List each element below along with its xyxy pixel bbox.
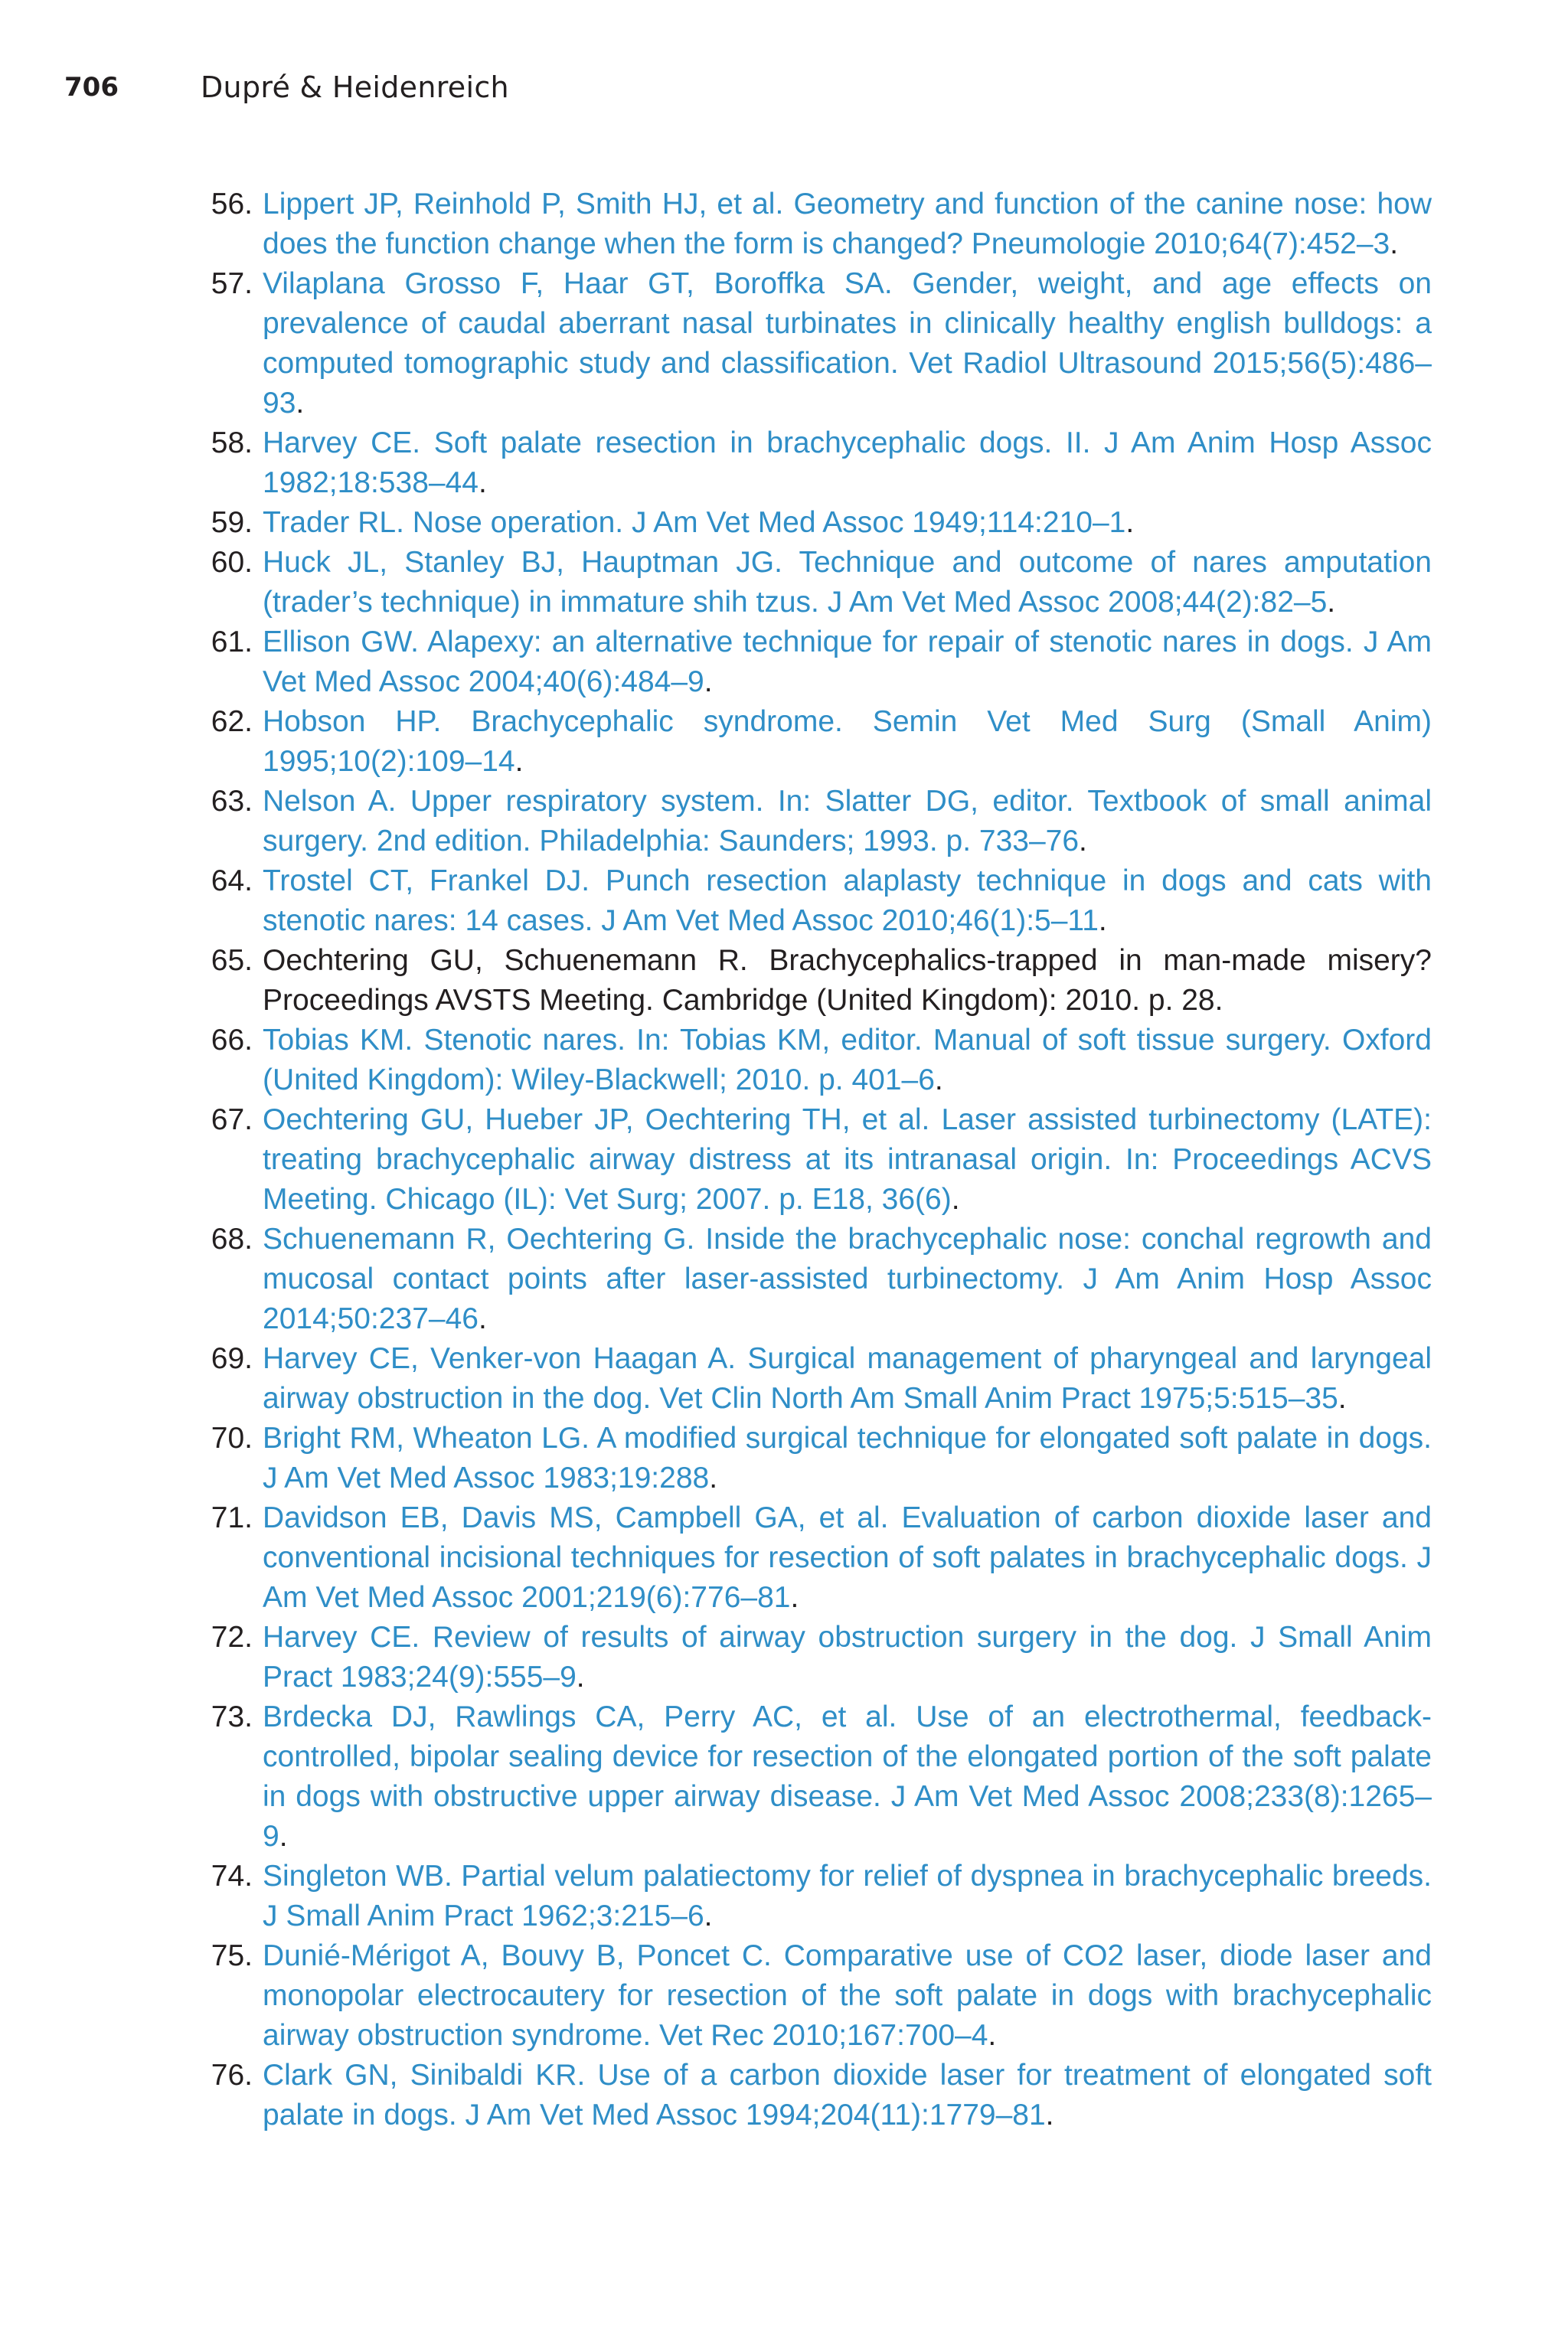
reference-number: 69. [211, 1342, 253, 1375]
reference-period: . [1045, 2099, 1054, 2132]
reference-item [191, 1936, 1432, 2056]
reference-number: 72. [211, 1621, 253, 1654]
reference-item [191, 185, 1432, 264]
reference-item [191, 423, 1432, 503]
reference-number: 75. [211, 1939, 253, 1972]
reference-period: . [1098, 904, 1107, 937]
reference-period: . [1327, 586, 1336, 619]
reference-number: 64. [211, 864, 253, 897]
reference-link[interactable]: Trader RL. Nose operation. J Am Vet Med Assoc 1949;114:210–1 [263, 506, 1126, 539]
reference-period: . [279, 1820, 288, 1853]
reference-period: . [790, 1581, 799, 1614]
reference-period: . [704, 665, 713, 698]
reference-number: 76. [211, 2059, 253, 2092]
reference-link[interactable]: Harvey CE. Soft palate resection in brachycephalic dogs. II. J Am Anim Hosp Assoc 1982;18:538–44 [263, 426, 1432, 499]
reference-item [191, 2056, 1432, 2135]
reference-item [191, 543, 1432, 622]
reference-number: 61. [211, 626, 253, 658]
reference-number: 74. [211, 1860, 253, 1893]
reference-number: 73. [211, 1700, 253, 1733]
reference-item [191, 1220, 1432, 1339]
reference-item [191, 1857, 1432, 1936]
reference-item [191, 264, 1432, 423]
reference-number: 58. [211, 426, 253, 459]
reference-item [191, 503, 1432, 543]
reference-item [191, 941, 1432, 1021]
reference-link[interactable]: Bright RM, Wheaton LG. A modified surgical technique for elongated soft palate in dogs. J Am Vet Med Assoc 1983;19:288 [263, 1422, 1432, 1494]
reference-item [191, 1339, 1432, 1419]
reference-period: . [709, 1462, 718, 1494]
reference-period: . [1390, 227, 1399, 260]
reference-item [191, 861, 1432, 941]
reference-number: 59. [211, 506, 253, 539]
reference-number: 57. [211, 267, 253, 300]
reference-link[interactable]: Davidson EB, Davis MS, Campbell GA, et al. Evaluation of carbon dioxide laser and conventional incisional techniques for resection of soft palates in brachycephalic dogs. J Am Vet Med Assoc 2001;219(6):776–81 [263, 1501, 1432, 1614]
reference-period: . [951, 1183, 960, 1216]
reference-link[interactable]: Oechtering GU, Hueber JP, Oechtering TH, et al. Laser assisted turbinectomy (LATE): treating brachycephalic airway distress at its intranasal origin. In: Proceedings ACVS Meeting. Chicago (IL): Vet Surg; 2007. p. E18, 36(6) [263, 1103, 1432, 1216]
reference-link[interactable]: Singleton WB. Partial velum palatiectomy for relief of dyspnea in brachycephalic breeds. J Small Anim Pract 1962;3:215–6 [263, 1860, 1432, 1932]
reference-link[interactable]: Huck JL, Stanley BJ, Hauptman JG. Technique and outcome of nares amputation (trader’s technique) in immature shih tzus. J Am Vet Med Assoc 2008;44(2):82–5 [263, 546, 1432, 619]
reference-item [191, 782, 1432, 861]
reference-period: . [1079, 825, 1087, 858]
reference-period: . [934, 1063, 943, 1096]
reference-period: . [478, 1302, 487, 1335]
reference-link[interactable]: Schuenemann R, Oechtering G. Inside the brachycephalic nose: conchal regrowth and mucosal contact points after laser-assisted turbinectomy. J Am Anim Hosp Assoc 2014;50:237–46 [263, 1223, 1432, 1335]
reference-number: 70. [211, 1422, 253, 1455]
reference-period: . [478, 466, 487, 499]
reference-period: . [988, 2019, 997, 2052]
reference-link[interactable]: Tobias KM. Stenotic nares. In: Tobias KM, editor. Manual of soft tissue surgery. Oxford (United Kingdom): Wiley-Blackwell; 2010. p. 401–6 [263, 1024, 1432, 1096]
reference-item [191, 1697, 1432, 1857]
reference-link[interactable]: Brdecka DJ, Rawlings CA, Perry AC, et al. Use of an electrothermal, feedback-controlled, bipolar sealing device for resection of the elongated portion of the soft palate in dogs with obstructive upper airway disease. J Am Vet Med Assoc 2008;233(8):1265–9 [263, 1700, 1432, 1853]
reference-period: . [704, 1900, 713, 1932]
reference-number: 63. [211, 785, 253, 818]
reference-link[interactable]: Harvey CE, Venker-von Haagan A. Surgical management of pharyngeal and laryngeal airway obstruction in the dog. Vet Clin North Am Small Anim Pract 1975;5:515–35 [263, 1342, 1432, 1415]
reference-item [191, 1100, 1432, 1220]
reference-item [191, 1021, 1432, 1100]
reference-link[interactable]: Trostel CT, Frankel DJ. Punch resection alaplasty technique in dogs and cats with stenotic nares: 14 cases. J Am Vet Med Assoc 2010;46(1):5–11 [263, 864, 1432, 937]
reference-period: . [296, 387, 305, 420]
reference-text: Oechtering GU, Schuenemann R. Brachycephalics-trapped in man-made misery? Proceedings AVSTS Meeting. Cambridge (United Kingdom): 2010. p. 28 [263, 944, 1432, 1017]
reference-item [191, 1419, 1432, 1498]
reference-period: . [576, 1661, 585, 1694]
reference-item [191, 702, 1432, 782]
reference-link[interactable]: Harvey CE. Review of results of airway obstruction surgery in the dog. J Small Anim Pract 1983;24(9):555–9 [263, 1621, 1432, 1694]
reference-link[interactable]: Clark GN, Sinibaldi KR. Use of a carbon dioxide laser for treatment of elongated soft palate in dogs. J Am Vet Med Assoc 1994;204(11):1779–81 [263, 2059, 1432, 2132]
reference-link[interactable]: Vilaplana Grosso F, Haar GT, Boroffka SA. Gender, weight, and age effects on prevalence of caudal aberrant nasal turbinates in clinically healthy english bulldogs: a computed tomographic study and classification. Vet Radiol Ultrasound 2015;56(5):486–93 [263, 267, 1432, 420]
reference-number: 71. [211, 1501, 253, 1534]
reference-number: 67. [211, 1103, 253, 1136]
reference-link[interactable]: Hobson HP. Brachycephalic syndrome. Semin Vet Med Surg (Small Anim) 1995;10(2):109–14 [263, 705, 1432, 778]
reference-link[interactable]: Ellison GW. Alapexy: an alternative technique for repair of stenotic nares in dogs. J Am Vet Med Assoc 2004;40(6):484–9 [263, 626, 1432, 698]
reference-number: 65. [211, 944, 253, 977]
reference-item [191, 1498, 1432, 1618]
reference-number: 66. [211, 1024, 253, 1057]
running-head [64, 64, 509, 110]
reference-period: . [1214, 984, 1223, 1017]
reference-number: 68. [211, 1223, 253, 1256]
reference-period: . [1125, 506, 1135, 539]
reference-period: . [1338, 1382, 1347, 1415]
reference-item [191, 622, 1432, 702]
page-number: 706 [64, 72, 119, 103]
reference-link[interactable]: Lippert JP, Reinhold P, Smith HJ, et al. Geometry and function of the canine nose: how does the function change when the form is changed? Pneumologie 2010;64(7):452–3 [263, 188, 1432, 260]
reference-period: . [514, 745, 524, 778]
reference-item [191, 1618, 1432, 1697]
reference-number: 60. [211, 546, 253, 579]
reference-number: 62. [211, 705, 253, 738]
header-authors: Dupré & Heidenreich [201, 70, 509, 104]
reference-link[interactable]: Nelson A. Upper respiratory system. In: Slatter DG, editor. Textbook of small animal surgery. 2nd edition. Philadelphia: Saunders; 1993. p. 733–76 [263, 785, 1432, 858]
reference-list [191, 185, 1432, 2135]
reference-number: 56. [211, 188, 253, 220]
reference-link[interactable]: Dunié-Mérigot A, Bouvy B, Poncet C. Comparative use of CO2 laser, diode laser and monopolar electrocautery for resection of the soft palate in dogs with brachycephalic airway obstruction syndrome. Vet Rec 2010;167:700–4 [263, 1939, 1432, 2052]
